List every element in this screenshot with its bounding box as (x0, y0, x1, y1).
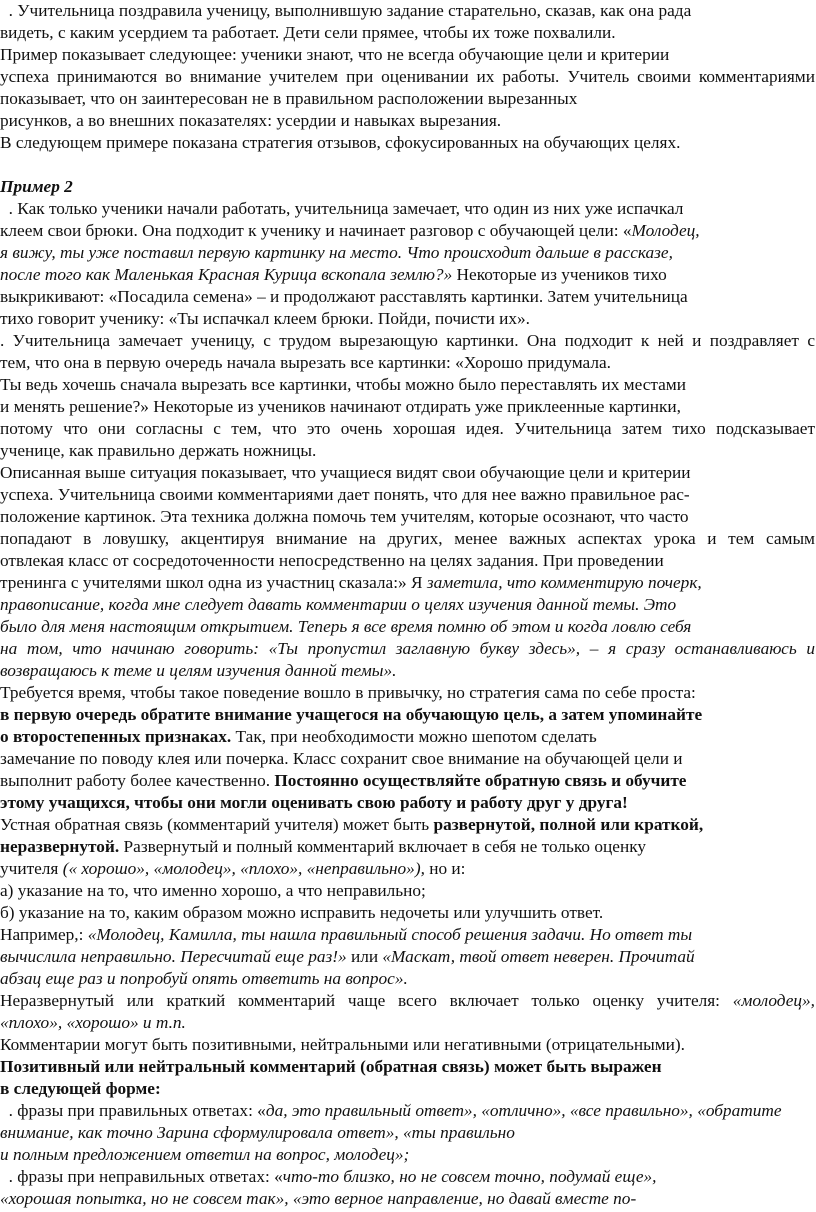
text-line: и менять решение?» Некоторые из учеников начинают отдирать уже приклеенные картинки, (0, 397, 682, 416)
text-line: успеха принимаются во внимание учителем при оценивании их работы. Учитель своими комментариями (0, 67, 815, 86)
text-line: Пример показывает следующее: ученики знают, что не всегда обучающие цели и критерии (0, 45, 670, 64)
text-line: о второстепенных признаках. Так, при необходимости можно шепотом сделать (0, 727, 597, 746)
text-line: я вижу, ты уже поставил первую картинку на место. Что происходит дальше в рассказе, (0, 243, 673, 262)
section-heading: Пример 2 (0, 177, 73, 196)
text-line: Например,: «Молодец, Камилла, ты нашла правильный способ решения задачи. Но ответ ты (0, 925, 693, 944)
text-line: «плохо», «хорошо» и т.п. (0, 1013, 186, 1032)
text-line: . Как только ученики начали работать, учительница замечает, что один из них уже испачкал (0, 199, 684, 218)
text-line: выкрикивают: «Посадила семена» – и продолжают расставлять картинки. Затем учительница (0, 287, 688, 306)
text-line: рисунков, а во внешних показателях: усердии и навыках вырезания. (0, 111, 502, 130)
text-line: в следующей форме: (0, 1079, 161, 1098)
text-line: Описанная выше ситуация показывает, что учащиеся видят свои обучающие цели и критерии (0, 463, 691, 482)
text-line: в первую очередь обратите внимание учащегося на обучающую цель, а затем упоминайте (0, 705, 703, 724)
text-line: после того как Маленькая Красная Курица вскопала землю?» Некоторые из учеников тихо (0, 265, 667, 284)
text-line: тем, что она в первую очередь начала вырезать все картинки: «Хорошо придумала. (0, 353, 611, 372)
text-line: . Учительница поздравила ученицу, выполнившую задание старательно, сказав, как она рада (0, 1, 692, 20)
text-line: клеем свои брюки. Она подходит к ученику и начинает разговор с обучающей цели: «Молодец, (0, 221, 700, 240)
text-line: ученице, как правильно держать ножницы. (0, 441, 317, 460)
text-line: Ты ведь хочешь сначала вырезать все картинки, чтобы можно было переставлять их местами (0, 375, 686, 394)
text-line: неразвернутой. Развернутый и полный комментарий включает в себя не только оценку (0, 837, 646, 856)
text-line: Комментарии могут быть позитивными, нейтральными или негативными (отрицательными). (0, 1035, 685, 1054)
text-line: . Учительница замечает ученицу, с трудом вырезающую картинки. Она подходит к ней и поздравляет с (0, 331, 815, 350)
text-line: Позитивный или нейтральный комментарий (обратная связь) может быть выражен (0, 1057, 662, 1076)
text-line: внимание, как точно Зарина сформулировала ответ», «ты правильно (0, 1123, 515, 1142)
text-line: на том, что начинаю говорить: «Ты пропустил заглавную букву здесь», – я сразу останавливаюсь и (0, 639, 815, 658)
text-line: выполнит работу более качественно. Постоянно осуществляйте обратную связь и обучите (0, 771, 687, 790)
text-line: замечание по поводу клея или почерка. Класс сохранит свое внимание на обучающей цели и (0, 749, 683, 768)
text-line: потому что они согласны с тем, что это очень хорошая идея. Учительница затем тихо подсказывает (0, 419, 815, 438)
text-line: этому учащихся, чтобы они могли оценивать свою работу и работу друг у друга! (0, 793, 628, 812)
text-line: . фразы при правильных ответах: «да, это правильный ответ», «отлично», «все правильно», «обратите (0, 1101, 782, 1120)
text-line: видеть, с каким усердием та работает. Дети сели прямее, чтобы их тоже похвалили. (0, 23, 616, 42)
text-line: б) указание на то, каким образом можно исправить недочеты или улучшить ответ. (0, 903, 604, 922)
text-line: учителя (« хорошо», «молодец», «плохо», «неправильно»), но и: (0, 859, 466, 878)
text-line: абзац еще раз и попробуй опять ответить на вопрос». (0, 969, 408, 988)
text-line: Устная обратная связь (комментарий учителя) может быть развернутой, полной или краткой, (0, 815, 704, 834)
text-line: отвлекая класс от сосредоточенности непосредственно на целях задания. При проведении (0, 551, 664, 570)
text-line: положение картинок. Эта техника должна помочь тем учителям, которые осознают, что часто (0, 507, 689, 526)
text-line: Требуется время, чтобы такое поведение вошло в привычку, но стратегия сама по себе проста: (0, 683, 696, 702)
text-line: успеха. Учительница своими комментариями дает понять, что для нее важно правильное рас- (0, 485, 690, 504)
text-line: попадают в ловушку, акцентируя внимание на других, менее важных аспектах урока и тем самым (0, 529, 815, 548)
text-line: возвращаюсь к теме и целям изучения данной темы». (0, 661, 397, 680)
text-line: показывает, что он заинтересован не в правильном расположении вырезанных (0, 89, 578, 108)
text-line: В следующем примере показана стратегия отзывов, сфокусированных на обучающих целях. (0, 133, 681, 152)
text-line: было для меня настоящим открытием. Теперь я все время помню об этом и когда ловлю себя (0, 617, 692, 636)
text-line: тренинга с учителями школ одна из участниц сказала:» Я заметила, что комментирую почерк, (0, 573, 702, 592)
text-line: тихо говорит ученику: «Ты испачкал клеем брюки. Пойди, почисти их». (0, 309, 530, 328)
text-line: . фразы при неправильных ответах: «что-то близко, но не совсем точно, подумай еще», (0, 1167, 657, 1186)
text-line: и полным предложением ответил на вопрос, молодец»; (0, 1145, 410, 1164)
text-line: правописание, когда мне следует давать комментарии о целях изучения данной темы. Это (0, 595, 677, 614)
text-line: а) указание на то, что именно хорошо, а что неправильно; (0, 881, 426, 900)
text-line: вычислила неправильно. Пересчитай еще раз!» или «Маскат, твой ответ неверен. Прочитай (0, 947, 695, 966)
text-line: «хорошая попытка, но не совсем так», «это верное направление, но давай вместе по- (0, 1189, 637, 1208)
text-line: Неразвернутый или краткий комментарий чаще всего включает только оценку учителя: «молодец», (0, 991, 815, 1010)
